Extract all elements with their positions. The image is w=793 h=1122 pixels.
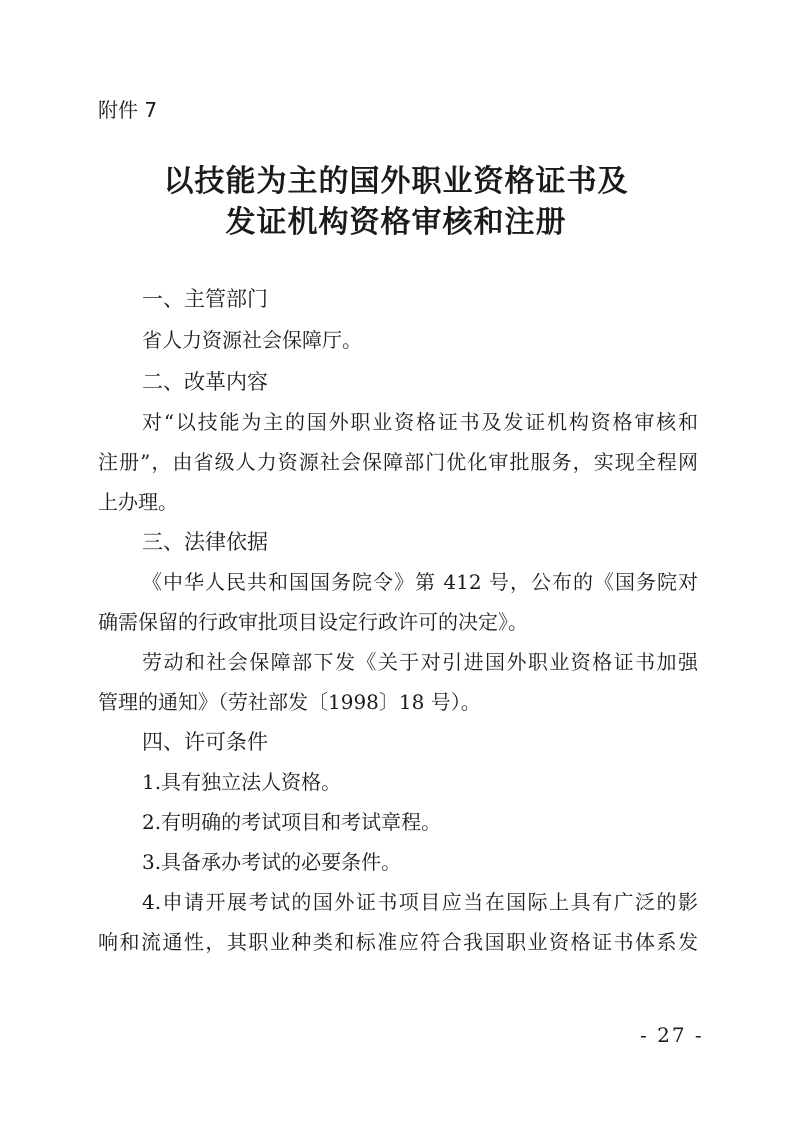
section-heading-department: 一、主管部门 [142,287,268,311]
page-number: - 27 - [640,1023,704,1047]
condition-item: 3.具备承办考试的必要条件。 [142,850,402,874]
legal-basis-text-line: 管理的通知》（劳社部发〔1998〕18 号）。 [98,690,481,714]
department-text: 省人力资源社会保障厅。 [142,328,362,352]
section-heading-legal-basis: 三、法律依据 [142,530,268,554]
section-heading-reform: 二、改革内容 [142,370,268,394]
legal-basis-text-line: 劳动和社会保障部下发《关于对引进国外职业资格证书加强 [142,650,698,674]
reform-text-line: 注册”，由省级人力资源社会保障部门优化审批服务，实现全程网 [98,450,698,474]
condition-item: 1.具有独立法人资格。 [142,770,342,794]
document-title-line-2: 发证机构资格审核和注册 [225,205,567,240]
attachment-label: 附件 7 [98,98,158,122]
legal-basis-text-line: 确需保留的行政审批项目设定行政许可的决定》。 [98,610,528,634]
document-title-line-1: 以技能为主的国外职业资格证书及 [163,164,629,199]
condition-item: 4.申请开展考试的国外证书项目应当在国际上具有广泛的影 [142,890,698,914]
legal-basis-text-line: 《中华人民共和国国务院令》第 412 号，公布的《国务院对 [142,570,698,594]
condition-item: 2.有明确的考试项目和考试章程。 [142,810,442,834]
reform-text-line: 上办理。 [98,490,178,514]
condition-item-continuation: 响和流通性，其职业种类和标准应符合我国职业资格证书体系发 [98,930,698,954]
section-heading-conditions: 四、许可条件 [142,730,268,754]
reform-text-line: 对“以技能为主的国外职业资格证书及发证机构资格审核和 [142,410,698,434]
